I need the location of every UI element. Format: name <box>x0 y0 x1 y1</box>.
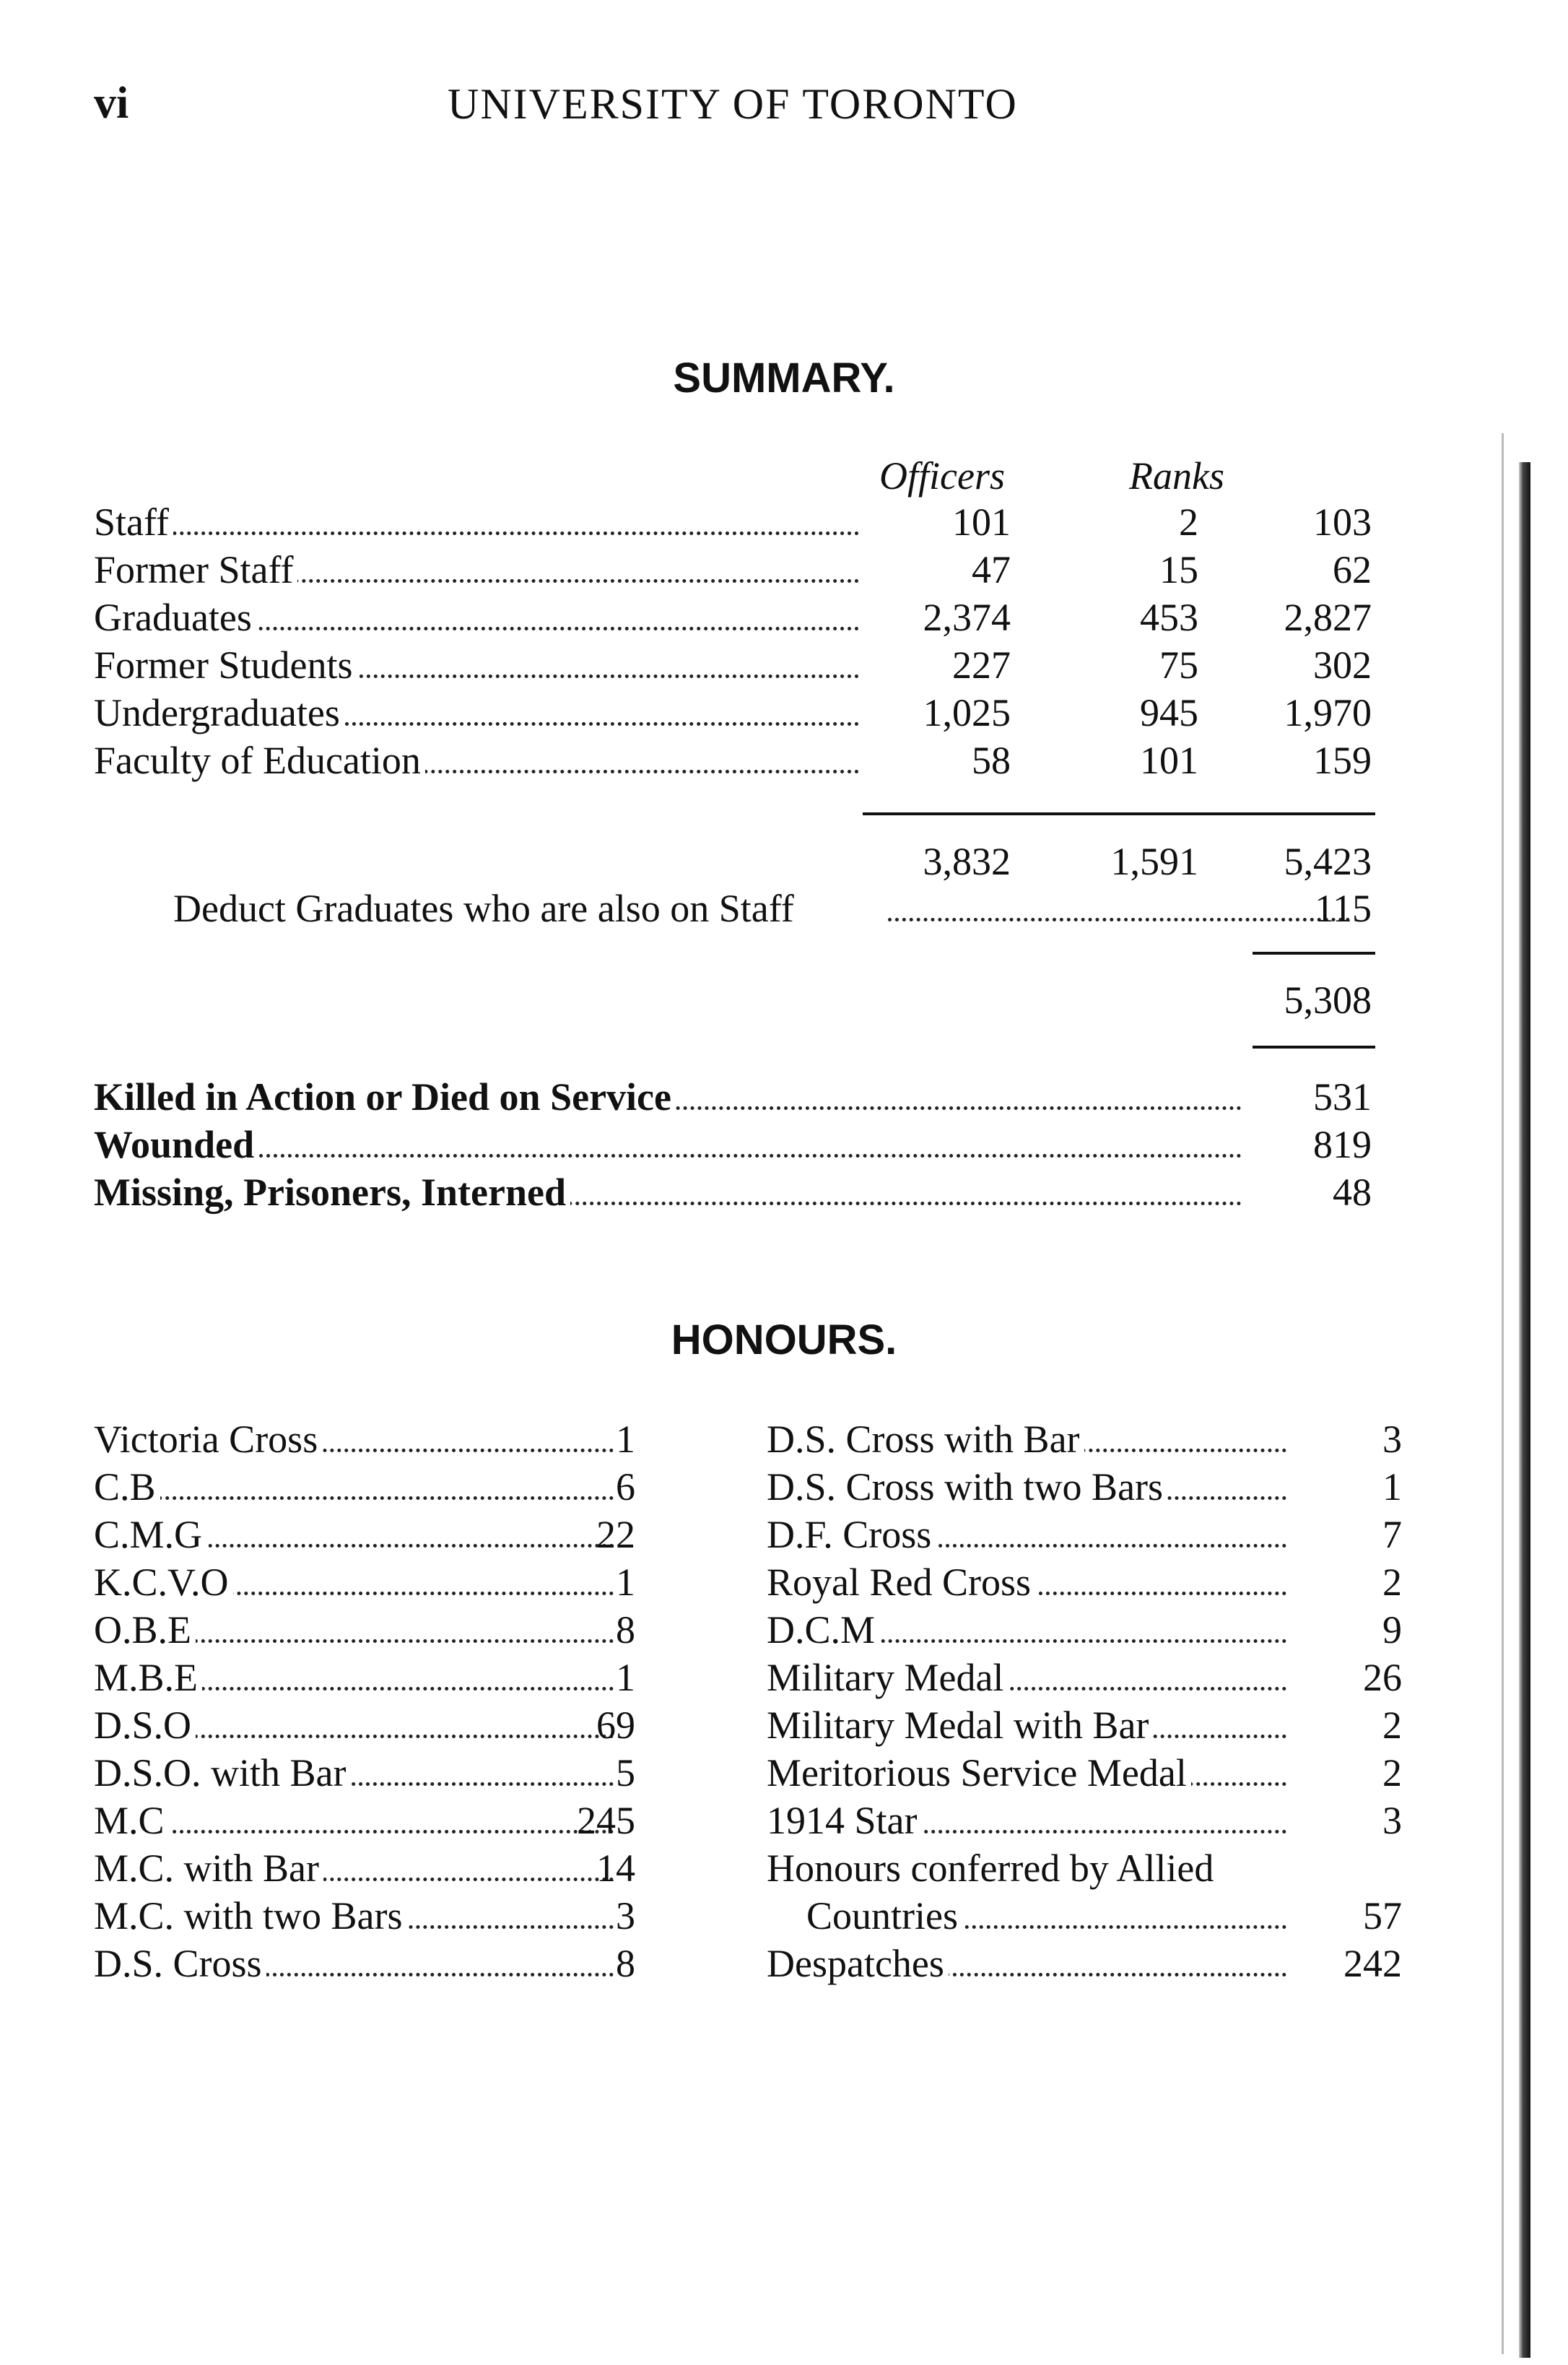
honour-label: Military Medal <box>767 1654 1008 1701</box>
total-ranks: 1,591 <box>1110 840 1198 883</box>
honour-row <box>767 1940 1416 1987</box>
honour-row <box>767 1701 1416 1749</box>
honour-label: D.C.M <box>767 1606 879 1654</box>
summary-row <box>94 689 1393 737</box>
honour-label: Honours conferred by Allied <box>767 1844 1218 1892</box>
honour-row <box>94 1415 650 1463</box>
casualty-value: 48 <box>1333 1171 1372 1214</box>
casualty-value: 531 <box>1313 1075 1372 1119</box>
total-value: 62 <box>1333 548 1372 591</box>
running-title: UNIVERSITY OF TORONTO <box>448 80 1018 128</box>
honour-row <box>94 1511 650 1558</box>
honour-label: D.S. Cross with Bar <box>767 1415 1084 1463</box>
row-label: Staff <box>94 498 173 546</box>
row-label: Graduates <box>94 594 256 641</box>
officers-value: 101 <box>952 500 1011 544</box>
honour-row <box>94 1892 650 1940</box>
honour-label: K.C.V.O <box>94 1558 233 1606</box>
total-officers: 3,832 <box>923 840 1011 883</box>
honour-row <box>767 1844 1416 1892</box>
honour-count: 3 <box>1382 1799 1402 1842</box>
honour-row <box>767 1892 1416 1940</box>
deduct-value: 115 <box>1315 887 1372 930</box>
honour-label: Royal Red Cross <box>767 1558 1035 1606</box>
summary-row <box>94 737 1393 784</box>
ranks-value: 945 <box>1140 691 1198 734</box>
honour-count: 1 <box>1382 1465 1402 1509</box>
honour-label: Countries <box>806 1892 962 1940</box>
ranks-value: 75 <box>1159 643 1198 687</box>
honour-row <box>767 1415 1416 1463</box>
total-value: 103 <box>1313 500 1372 544</box>
net-total-row <box>0 976 1568 1024</box>
honour-row <box>767 1463 1416 1511</box>
honour-row <box>94 1940 650 1987</box>
casualty-label: Missing, Prisoners, Interned <box>94 1168 570 1216</box>
scan-edge-line <box>1502 433 1504 2354</box>
honour-label: M.C. with two Bars <box>94 1892 407 1940</box>
honour-count: 14 <box>596 1847 635 1890</box>
officers-value: 58 <box>972 739 1011 782</box>
honour-count: 5 <box>616 1751 635 1795</box>
honour-label: M.C. with Bar <box>94 1844 323 1892</box>
honour-row <box>94 1558 650 1606</box>
total-value: 159 <box>1313 739 1372 782</box>
honour-label: C.B <box>94 1463 160 1511</box>
honour-row <box>94 1749 650 1797</box>
casualty-row <box>94 1073 1393 1121</box>
honour-row <box>94 1844 650 1892</box>
summary-row <box>94 594 1393 641</box>
honour-count: 3 <box>1382 1418 1402 1461</box>
honour-count: 2 <box>1382 1704 1402 1747</box>
summary-row <box>94 641 1393 689</box>
honour-count: 3 <box>616 1894 635 1937</box>
honour-count: 2 <box>1382 1561 1402 1604</box>
honour-label: O.B.E <box>94 1606 196 1654</box>
honour-row <box>767 1606 1416 1654</box>
honour-row <box>767 1797 1416 1844</box>
officers-value: 227 <box>952 643 1011 687</box>
row-label: Undergraduates <box>94 689 344 737</box>
page-number: vi <box>94 79 129 128</box>
honour-count: 57 <box>1363 1894 1402 1937</box>
ranks-value: 2 <box>1179 500 1198 544</box>
honour-label: D.S.O <box>94 1701 196 1749</box>
honour-label: D.S. Cross with two Bars <box>767 1463 1167 1511</box>
honour-label: Despatches <box>767 1940 949 1987</box>
total-combined: 5,423 <box>1284 840 1372 883</box>
honour-label: M.C <box>94 1797 169 1844</box>
honour-count: 69 <box>596 1704 635 1747</box>
summary-heading: SUMMARY. <box>673 355 895 402</box>
honour-count: 245 <box>577 1799 635 1842</box>
honour-count: 6 <box>616 1465 635 1509</box>
honour-count: 26 <box>1363 1656 1402 1699</box>
honour-row <box>767 1511 1416 1558</box>
honour-row <box>94 1654 650 1701</box>
honour-row <box>94 1606 650 1654</box>
casualty-label: Killed in Action or Died on Service <box>94 1073 676 1121</box>
row-label: Former Staff <box>94 546 297 594</box>
ranks-value: 15 <box>1159 548 1198 591</box>
officers-value: 1,025 <box>923 691 1011 734</box>
dot-leader <box>94 531 859 535</box>
honour-count: 8 <box>616 1608 635 1652</box>
row-label: Faculty of Education <box>94 737 425 784</box>
deduct-label: Deduct Graduates who are also on Staff <box>173 887 794 930</box>
casualty-label: Wounded <box>94 1121 258 1168</box>
honour-label: D.S.O. with Bar <box>94 1749 351 1797</box>
honour-row <box>767 1654 1416 1701</box>
net-total: 5,308 <box>1284 978 1372 1022</box>
honour-label: C.M.G <box>94 1511 206 1558</box>
dot-leader <box>94 1154 1242 1158</box>
honour-count: 1 <box>616 1656 635 1699</box>
sum-rule <box>863 812 1375 815</box>
deduct-row <box>173 885 1401 932</box>
honour-label: Military Medal with Bar <box>767 1701 1153 1749</box>
honour-count: 1 <box>616 1561 635 1604</box>
honour-count: 7 <box>1382 1513 1402 1556</box>
casualty-value: 819 <box>1313 1123 1372 1166</box>
deduct-rule <box>1253 952 1375 955</box>
honour-count: 1 <box>616 1418 635 1461</box>
honour-label: D.S. Cross <box>94 1940 266 1987</box>
honour-count: 8 <box>616 1942 635 1985</box>
honour-count: 2 <box>1382 1751 1402 1795</box>
honour-count: 9 <box>1382 1608 1402 1652</box>
column-header-ranks: Ranks <box>1129 454 1224 498</box>
honour-label: Meritorious Service Medal <box>767 1749 1191 1797</box>
totals-row <box>0 838 1568 885</box>
casualty-row <box>94 1168 1393 1216</box>
casualty-row <box>94 1121 1393 1168</box>
ranks-value: 453 <box>1140 596 1198 639</box>
summary-row <box>94 498 1393 546</box>
honour-label: Victoria Cross <box>94 1415 322 1463</box>
honours-heading: HONOURS. <box>671 1316 897 1363</box>
honour-label: 1914 Star <box>767 1797 922 1844</box>
honour-row <box>767 1749 1416 1797</box>
honour-row <box>94 1463 650 1511</box>
honour-count: 242 <box>1343 1942 1402 1985</box>
officers-value: 2,374 <box>923 596 1011 639</box>
officers-value: 47 <box>972 548 1011 591</box>
honour-row <box>767 1558 1416 1606</box>
net-rule <box>1253 1046 1375 1049</box>
total-value: 2,827 <box>1284 596 1372 639</box>
total-value: 302 <box>1313 643 1372 687</box>
honour-row <box>94 1701 650 1749</box>
ranks-value: 101 <box>1140 739 1198 782</box>
summary-row <box>94 546 1393 594</box>
honour-count: 22 <box>596 1513 635 1556</box>
honour-row <box>94 1797 650 1844</box>
scan-edge <box>1519 462 1530 2358</box>
total-value: 1,970 <box>1284 691 1372 734</box>
column-header-officers: Officers <box>879 454 1005 498</box>
honour-label: M.B.E <box>94 1654 202 1701</box>
row-label: Former Students <box>94 641 357 689</box>
honour-label: D.F. Cross <box>767 1511 936 1558</box>
